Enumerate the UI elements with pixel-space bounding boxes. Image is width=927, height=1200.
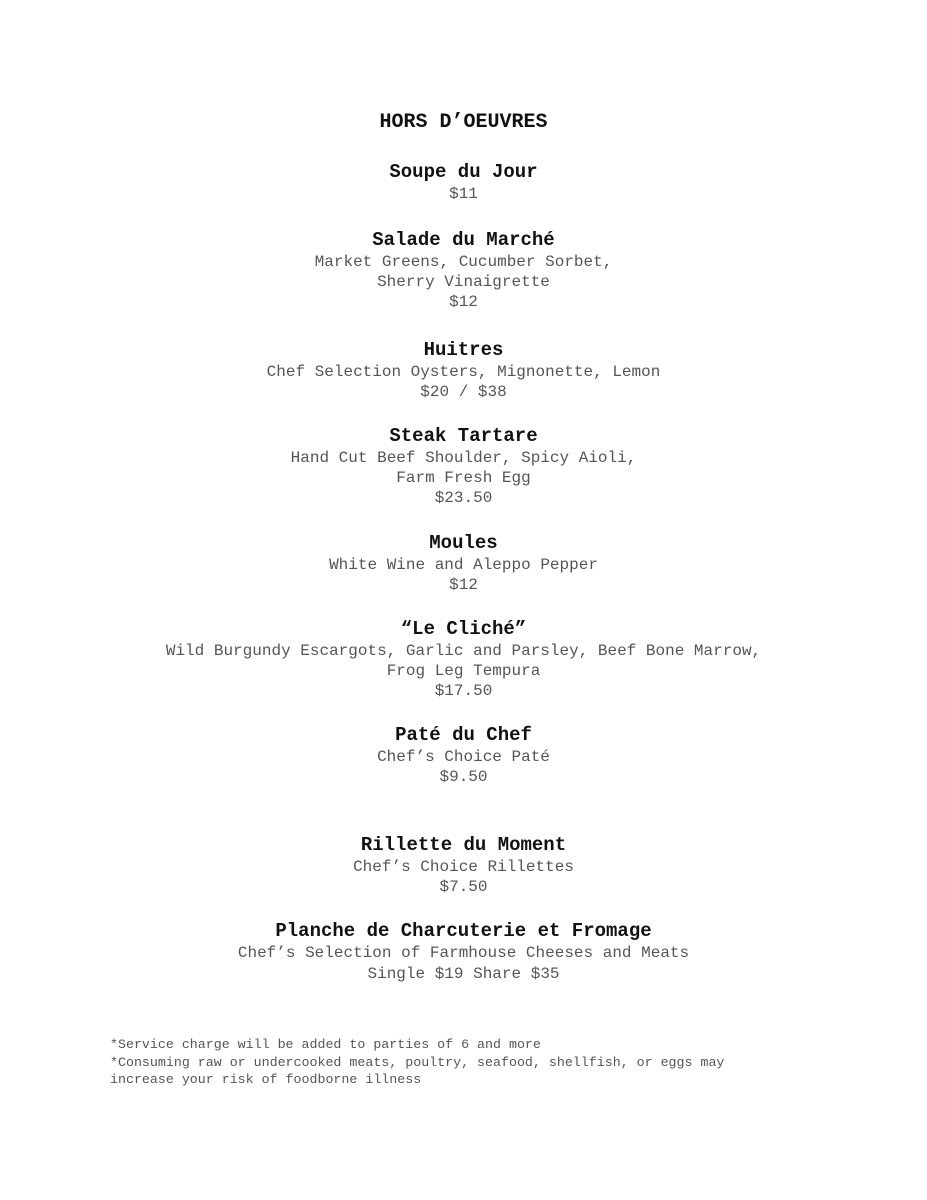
item-price: $11 <box>449 185 478 203</box>
menu-item-rillette-du-moment <box>0 833 927 897</box>
item-description: Chef’s Selection of Farmhouse Cheeses and Meats <box>237 944 690 962</box>
item-price: $20 / $38 <box>420 383 507 401</box>
menu-item-soupe-du-jour <box>0 160 927 204</box>
item-price: Single $19 Share $35 <box>367 965 560 983</box>
item-name: Soupe du Jour <box>389 161 538 183</box>
item-price: $12 <box>449 576 478 594</box>
menu-item-salade-du-marche <box>0 228 927 312</box>
item-name: “Le Cliché” <box>400 618 527 640</box>
item-name: Rillette du Moment <box>360 834 567 856</box>
item-price: $17.50 <box>434 682 493 700</box>
page-title: HORS D’OEUVRES <box>379 111 548 134</box>
item-description: Sherry Vinaigrette <box>377 273 550 291</box>
item-description: Chef’s Choice Paté <box>377 748 550 766</box>
item-description: Chef’s Choice Rillettes <box>353 858 574 876</box>
menu-item-huitres <box>0 338 927 402</box>
item-description: Wild Burgundy Escargots, Garlic and Parsley, Beef Bone Marrow, <box>165 642 762 660</box>
item-name: Paté du Chef <box>395 724 532 746</box>
item-description: Hand Cut Beef Shoulder, Spicy Aioli, <box>290 449 637 467</box>
menu-item-le-cliche <box>0 617 927 701</box>
item-price: $23.50 <box>434 489 493 507</box>
item-description: Chef Selection Oysters, Mignonette, Lemon <box>266 363 661 381</box>
item-description: Frog Leg Tempura <box>386 662 541 680</box>
item-price: $7.50 <box>439 878 488 896</box>
service-charge-note: *Service charge will be added to parties of 6 and more <box>110 1037 541 1052</box>
menu-item-pate-du-chef <box>0 723 927 787</box>
menu-item-steak-tartare <box>0 424 927 508</box>
item-name: Moules <box>429 532 498 554</box>
menu-item-moules <box>0 531 927 595</box>
item-price: $9.50 <box>439 768 488 786</box>
item-name: Salade du Marché <box>372 229 555 251</box>
footnotes <box>110 1036 890 1089</box>
menu-item-planche <box>0 919 927 984</box>
food-safety-note: *Consuming raw or undercooked meats, poultry, seafood, shellfish, or eggs may <box>110 1054 725 1070</box>
food-safety-note-continued: increase your risk of foodborne illness <box>110 1072 422 1087</box>
item-price: $12 <box>449 293 478 311</box>
item-description: Farm Fresh Egg <box>396 469 531 487</box>
item-name: Huitres <box>423 339 504 361</box>
item-name: Planche de Charcuterie et Fromage <box>275 920 652 942</box>
item-name: Steak Tartare <box>389 425 538 447</box>
item-description: White Wine and Aleppo Pepper <box>329 556 598 574</box>
item-description: Market Greens, Cucumber Sorbet, <box>314 253 613 271</box>
